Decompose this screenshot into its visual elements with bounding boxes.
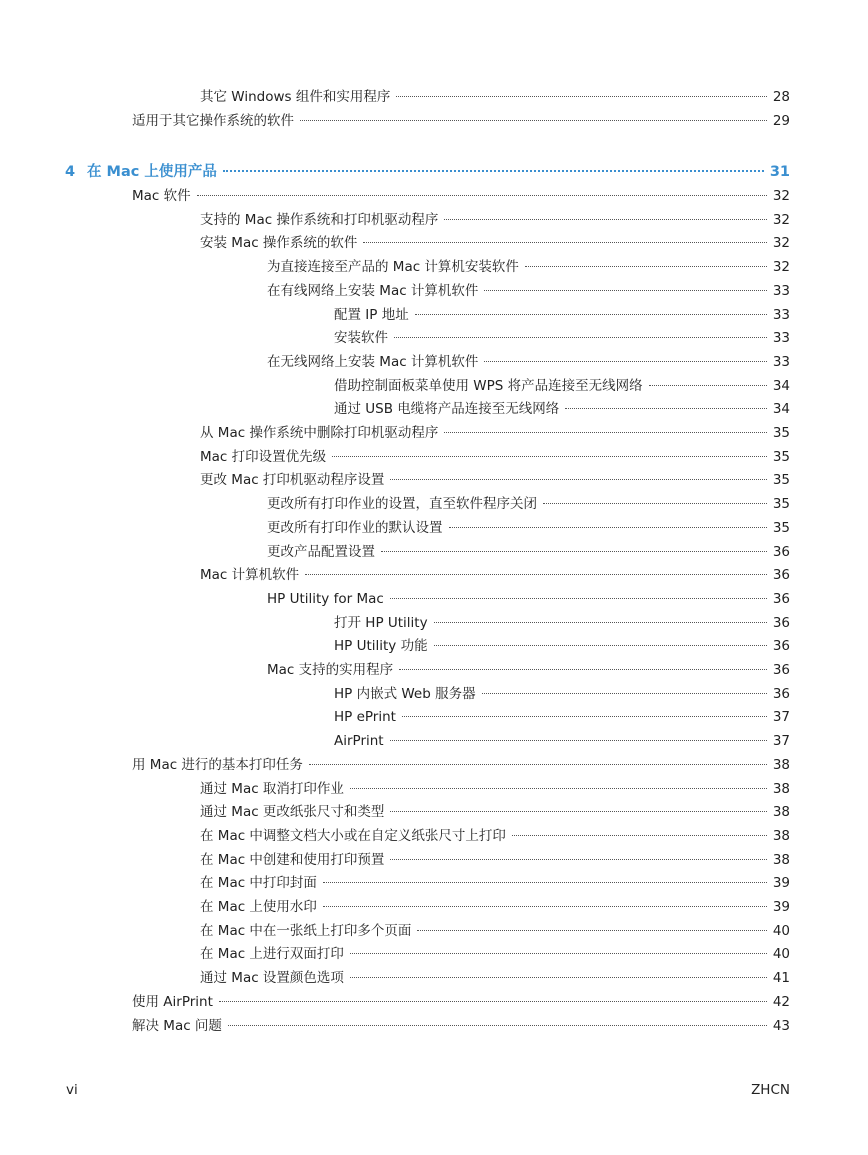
toc-entry-page: 40 <box>772 946 790 963</box>
toc-entry[interactable] <box>267 493 790 515</box>
toc-entry-title: 通过 Mac 设置颜色选项 <box>200 970 344 987</box>
toc-entry[interactable] <box>267 256 790 278</box>
toc-entry[interactable] <box>200 422 790 444</box>
toc-entry-page: 35 <box>772 472 790 489</box>
dot-leader <box>396 82 766 97</box>
dot-leader <box>197 181 767 196</box>
toc-entry[interactable] <box>267 280 790 302</box>
toc-entry[interactable] <box>200 446 790 468</box>
toc-entry-title: 在 Mac 上使用产品 <box>87 164 217 180</box>
toc-entry[interactable] <box>200 896 790 918</box>
dot-leader <box>399 655 767 670</box>
toc-entry-page: 28 <box>772 89 790 105</box>
dot-leader <box>449 513 767 528</box>
dot-leader <box>332 442 767 457</box>
dot-leader <box>394 323 767 338</box>
toc-entry-page: 32 <box>772 188 790 204</box>
dot-leader <box>381 537 767 552</box>
toc-entry-page: 33 <box>772 330 790 347</box>
dot-leader <box>415 300 767 315</box>
toc-entry-page: 36 <box>772 590 790 607</box>
toc-entry[interactable] <box>267 588 790 610</box>
toc-entry[interactable] <box>200 849 790 871</box>
dot-leader <box>228 1011 767 1026</box>
toc-entry-title: 通过 Mac 更改纸张尺寸和类型 <box>200 804 385 821</box>
dot-leader <box>434 608 767 623</box>
toc-entry-page: 29 <box>772 113 790 129</box>
toc-entry-title: 更改产品配置设置 <box>267 543 375 560</box>
toc-entry-title: 在 Mac 上进行双面打印 <box>200 946 344 963</box>
toc-entry[interactable] <box>200 967 790 989</box>
toc-entry-page: 31 <box>769 164 790 180</box>
toc-entry-page: 40 <box>772 922 790 939</box>
toc-entry-page: 32 <box>772 235 790 252</box>
toc-entry[interactable] <box>200 872 790 894</box>
toc-entry[interactable] <box>267 541 790 563</box>
toc-entry-title: Mac 计算机软件 <box>200 567 300 584</box>
toc-entry-title: Mac 打印设置优先级 <box>200 448 327 465</box>
toc-entry-page: 36 <box>772 543 790 560</box>
dot-leader <box>402 702 767 717</box>
toc-entry[interactable] <box>334 706 790 728</box>
dot-leader <box>565 394 767 409</box>
dot-leader <box>525 252 767 267</box>
dot-leader <box>323 892 767 907</box>
toc-entry-title: 在 Mac 上使用水印 <box>200 899 317 915</box>
toc-entry-title: 通过 Mac 取消打印作业 <box>200 780 344 797</box>
toc-entry[interactable] <box>200 209 790 231</box>
dot-leader <box>350 774 767 789</box>
toc-entry-title: 在 Mac 中在一张纸上打印多个页面 <box>200 922 412 939</box>
toc-entry-title: 其它 Windows 组件和实用程序 <box>200 89 391 105</box>
toc-entry-page: 39 <box>772 899 790 915</box>
toc-entry-page: 38 <box>772 827 790 844</box>
toc-entry[interactable] <box>132 1015 790 1037</box>
toc-entry-title: 安装软件 <box>334 330 388 347</box>
toc-entry-page: 38 <box>772 780 790 797</box>
toc-entry-title: 更改所有打印作业的默认设置 <box>267 519 443 536</box>
toc-entry-page: 39 <box>772 875 790 892</box>
dot-leader <box>309 750 767 765</box>
toc-entry[interactable] <box>334 730 790 752</box>
toc-entry-page: 36 <box>772 614 790 631</box>
dot-leader <box>323 868 767 883</box>
dot-leader <box>543 489 767 504</box>
toc-entry-title: 在 Mac 中调整文档大小或在自定义纸张尺寸上打印 <box>200 827 506 844</box>
toc-entry[interactable] <box>200 564 790 586</box>
toc-entry[interactable] <box>334 635 790 657</box>
toc-entry-page: 36 <box>772 567 790 584</box>
toc-entry-title: 更改所有打印作业的设置，直至软件程序关闭 <box>267 496 537 513</box>
toc-entry-page: 35 <box>772 496 790 513</box>
toc-entry-page: 32 <box>772 259 790 276</box>
toc-entry-title: 在无线网络上安装 Mac 计算机软件 <box>267 353 479 370</box>
dot-leader <box>512 821 767 836</box>
page-number: vi <box>66 1082 78 1098</box>
dot-leader <box>223 156 764 172</box>
dot-leader <box>390 726 767 741</box>
dot-leader <box>300 106 767 121</box>
toc-entry-page: 33 <box>772 282 790 299</box>
toc-entry[interactable] <box>200 232 790 254</box>
dot-leader <box>417 916 766 931</box>
toc-entry-page: 36 <box>772 662 790 678</box>
toc-entry-page: 34 <box>772 401 790 418</box>
toc-entry-title: 用 Mac 进行的基本打印任务 <box>132 756 303 773</box>
toc-entry[interactable] <box>267 351 790 373</box>
toc-entry[interactable] <box>334 327 790 349</box>
toc-entry[interactable] <box>200 920 790 942</box>
dot-leader <box>390 797 766 812</box>
toc-entry-title: HP Utility for Mac <box>267 590 384 607</box>
dot-leader <box>434 631 767 646</box>
toc-entry[interactable] <box>200 778 790 800</box>
toc-entry[interactable] <box>200 86 790 108</box>
toc-entry-page: 38 <box>772 804 790 821</box>
toc-entry[interactable] <box>334 398 790 420</box>
toc-entry-title: 支持的 Mac 操作系统和打印机驱动程序 <box>200 211 439 228</box>
toc-entry[interactable] <box>200 469 790 491</box>
toc-entry[interactable] <box>334 304 790 326</box>
dot-leader <box>390 845 766 860</box>
dot-leader <box>482 679 767 694</box>
toc-entry-title: 安装 Mac 操作系统的软件 <box>200 235 358 252</box>
toc-entry-title: HP 内嵌式 Web 服务器 <box>334 685 476 702</box>
toc-entry[interactable] <box>132 110 790 132</box>
toc-entry[interactable] <box>334 683 790 705</box>
toc-entry-page: 41 <box>772 970 790 987</box>
toc-entry-page: 43 <box>772 1017 790 1034</box>
language-code: ZHCN <box>751 1082 790 1098</box>
dot-leader <box>350 939 767 954</box>
toc-entry-page: 42 <box>772 993 790 1010</box>
toc-entry-title: 为直接连接至产品的 Mac 计算机安装软件 <box>267 259 519 276</box>
toc-entry[interactable] <box>200 943 790 965</box>
toc-entry-page: 35 <box>772 519 790 536</box>
toc-entry-title: Mac 软件 <box>132 188 191 204</box>
toc-entry[interactable] <box>132 185 790 207</box>
toc-entry[interactable] <box>132 991 790 1013</box>
toc-entry[interactable] <box>267 659 790 681</box>
dot-leader <box>484 347 766 362</box>
toc-entry[interactable] <box>334 612 790 634</box>
dot-leader <box>484 276 766 291</box>
toc-entry[interactable] <box>267 517 790 539</box>
dot-leader <box>390 465 766 480</box>
toc-entry-title: 从 Mac 操作系统中删除打印机驱动程序 <box>200 425 439 441</box>
toc-chapter-entry[interactable] <box>65 160 790 182</box>
toc-chapter-number: 4 <box>65 164 76 180</box>
toc-entry[interactable] <box>334 375 790 397</box>
toc-entry-page: 34 <box>772 377 790 394</box>
dot-leader <box>390 584 767 599</box>
toc-entry-title: 借助控制面板菜单使用 WPS 将产品连接至无线网络 <box>334 377 643 394</box>
toc-entry-title: 在有线网络上安装 Mac 计算机软件 <box>267 282 479 299</box>
toc-entry-page: 33 <box>772 306 790 323</box>
toc-entry-page: 36 <box>772 685 790 702</box>
toc-entry-title: HP Utility 功能 <box>334 638 428 655</box>
toc-entry-title: HP ePrint <box>334 709 396 726</box>
dot-leader <box>444 205 766 220</box>
toc-entry-title: AirPrint <box>334 733 384 750</box>
dot-leader <box>363 228 766 243</box>
toc-entry-title: 通过 USB 电缆将产品连接至无线网络 <box>334 401 560 418</box>
toc-entry-title: 解决 Mac 问题 <box>132 1017 222 1034</box>
dot-leader <box>219 987 767 1002</box>
toc-entry-page: 37 <box>772 709 790 726</box>
toc-entry-title: 使用 AirPrint <box>132 993 213 1010</box>
toc-entry-page: 38 <box>772 851 790 868</box>
toc-entry-title: Mac 支持的实用程序 <box>267 662 394 678</box>
toc-entry-page: 32 <box>772 211 790 228</box>
dot-leader <box>305 560 767 575</box>
toc-entry-page: 36 <box>772 638 790 655</box>
toc-entry-page: 37 <box>772 733 790 750</box>
toc-entry[interactable] <box>132 754 790 776</box>
toc-entry-title: 更改 Mac 打印机驱动程序设置 <box>200 472 385 489</box>
toc-entry-title: 打开 HP Utility <box>334 614 428 631</box>
toc-entry-page: 33 <box>772 353 790 370</box>
toc-entry-title: 在 Mac 中打印封面 <box>200 875 317 892</box>
toc-entry[interactable] <box>200 801 790 823</box>
dot-leader <box>350 963 767 978</box>
toc-entry-title: 配置 IP 地址 <box>334 306 409 323</box>
toc-entry-page: 38 <box>772 756 790 773</box>
dot-leader <box>444 418 766 433</box>
dot-leader <box>649 371 767 386</box>
toc-entry-title: 适用于其它操作系统的软件 <box>132 113 294 129</box>
toc-entry-page: 35 <box>772 425 790 441</box>
toc-entry-page: 35 <box>772 448 790 465</box>
toc-entry-title: 在 Mac 中创建和使用打印预置 <box>200 851 385 868</box>
toc-entry[interactable] <box>200 825 790 847</box>
